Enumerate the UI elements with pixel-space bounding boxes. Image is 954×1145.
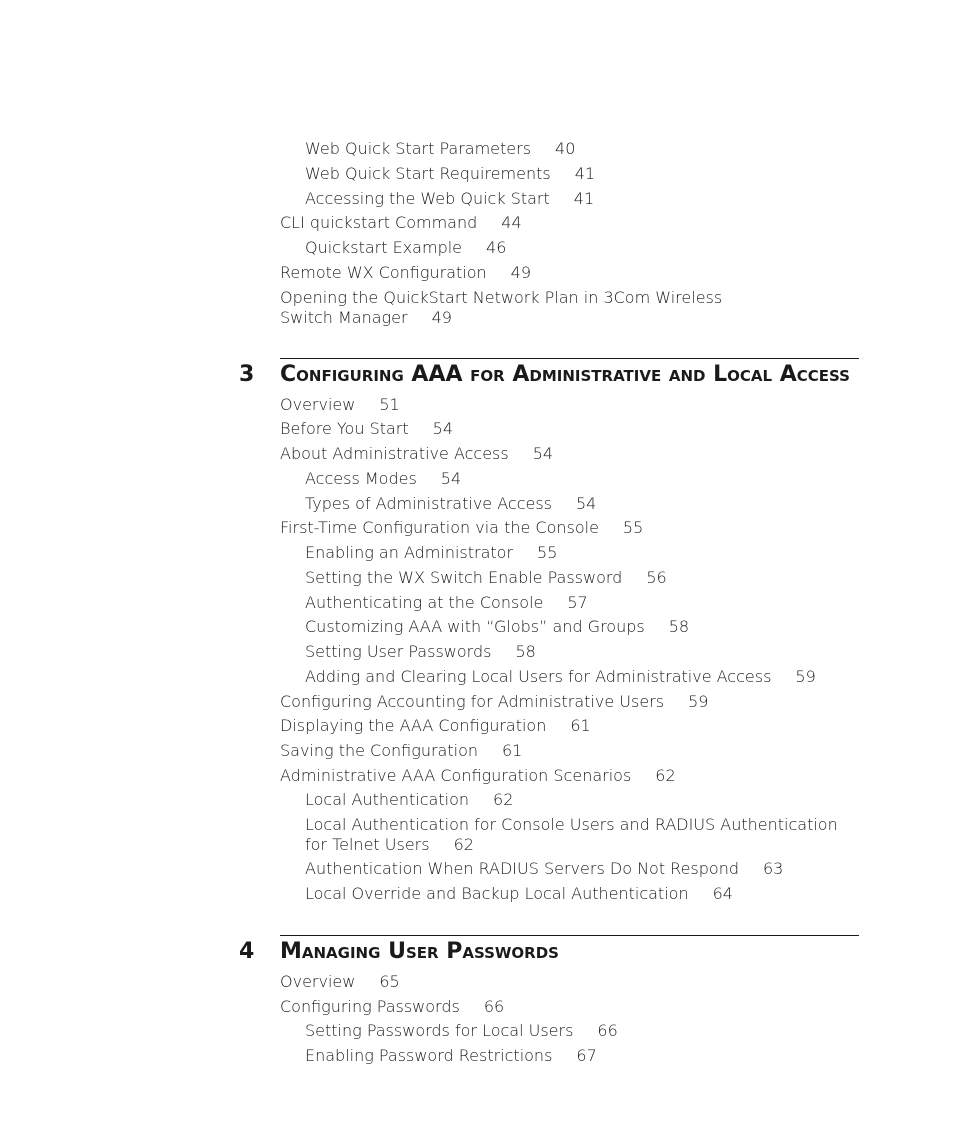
toc-entry[interactable] bbox=[305, 568, 667, 588]
toc-entry-page: 46 bbox=[486, 238, 507, 257]
toc-entry-page: 59 bbox=[795, 667, 816, 686]
toc-entry-page: 40 bbox=[555, 139, 576, 158]
toc-entry-title: About Administrative Access bbox=[280, 444, 509, 463]
toc-entry[interactable] bbox=[305, 1021, 618, 1041]
toc-entry-page: 62 bbox=[493, 790, 514, 809]
toc-entry-page: 67 bbox=[576, 1046, 597, 1065]
toc-entry[interactable] bbox=[280, 213, 522, 233]
toc-entry-title: Local Override and Backup Local Authentication bbox=[305, 884, 689, 903]
toc-entry[interactable] bbox=[280, 288, 780, 328]
toc-entry[interactable] bbox=[305, 543, 557, 563]
toc-entry-title: Quickstart Example bbox=[305, 238, 463, 257]
toc-entry-title: Customizing AAA with “Globs” and Groups bbox=[305, 617, 645, 636]
toc-entry[interactable] bbox=[280, 997, 504, 1017]
toc-entry-page: 41 bbox=[573, 189, 595, 208]
toc-entry-title: Web Quick Start Parameters bbox=[305, 139, 532, 158]
toc-entry-page: 62 bbox=[453, 835, 474, 854]
toc-entry-title: Adding and Clearing Local Users for Administrative Access bbox=[305, 667, 772, 686]
toc-entry-page: 61 bbox=[570, 716, 591, 735]
toc-entry-page: 56 bbox=[646, 568, 667, 587]
toc-entry-title: Accessing the Web Quick Start bbox=[305, 189, 550, 208]
toc-entry-title: Saving the Configuration bbox=[280, 741, 478, 760]
toc-entry[interactable] bbox=[305, 164, 595, 184]
toc-entry-page: 55 bbox=[537, 543, 558, 562]
toc-entry[interactable] bbox=[280, 716, 591, 736]
toc-entry[interactable] bbox=[305, 494, 596, 514]
chapter-title[interactable]: Managing User Passwords bbox=[280, 939, 559, 964]
toc-entry-title: Setting Passwords for Local Users bbox=[305, 1021, 574, 1040]
toc-entry[interactable] bbox=[305, 884, 733, 904]
chapter-divider bbox=[280, 935, 859, 936]
toc-entry[interactable] bbox=[305, 469, 461, 489]
toc-entry-page: 41 bbox=[574, 164, 596, 183]
toc-entry-page: 55 bbox=[622, 518, 644, 537]
toc-entry-title: Local Authentication bbox=[305, 790, 470, 809]
toc-entry-title: Authenticating at the Console bbox=[305, 593, 544, 612]
toc-entry-title: Administrative AAA Configuration Scenarios bbox=[280, 766, 632, 785]
toc-entry-title: CLI quickstart Command bbox=[280, 213, 478, 232]
chapter-number: 3 bbox=[239, 362, 255, 387]
toc-entry-page: 58 bbox=[668, 617, 690, 636]
toc-entry-page: 44 bbox=[501, 213, 522, 232]
toc-entry-title: Local Authentication for Console Users and RADIUS Authentication for Telnet Users bbox=[305, 815, 838, 854]
toc-entry[interactable] bbox=[280, 518, 643, 538]
toc-entry-page: 59 bbox=[688, 692, 709, 711]
toc-entry-page: 66 bbox=[483, 997, 505, 1016]
toc-entry[interactable] bbox=[280, 972, 400, 992]
toc-entry-title: Web Quick Start Requirements bbox=[305, 164, 551, 183]
toc-entry-title: Overview bbox=[280, 395, 356, 414]
toc-entry-page: 57 bbox=[567, 593, 588, 612]
toc-entry[interactable] bbox=[305, 815, 853, 855]
chapter-title[interactable]: Configuring AAA for Administrative and Local Access bbox=[280, 362, 850, 387]
toc-entry[interactable] bbox=[305, 238, 506, 258]
toc-entry[interactable] bbox=[305, 667, 816, 687]
chapter-number: 4 bbox=[239, 939, 255, 964]
toc-entry-title: Setting User Passwords bbox=[305, 642, 492, 661]
toc-entry-page: 63 bbox=[763, 859, 784, 878]
toc-entry[interactable] bbox=[280, 766, 676, 786]
toc-entry[interactable] bbox=[280, 419, 453, 439]
toc-entry[interactable] bbox=[305, 139, 575, 159]
toc-entry[interactable] bbox=[280, 444, 553, 464]
toc-entry-page: 49 bbox=[431, 308, 452, 327]
toc-entry-page: 65 bbox=[379, 972, 400, 991]
toc-entry[interactable] bbox=[280, 692, 708, 712]
toc-entry[interactable] bbox=[280, 263, 531, 283]
toc-entry-title: Before You Start bbox=[280, 419, 409, 438]
toc-entry[interactable] bbox=[305, 617, 689, 637]
toc-entry-page: 62 bbox=[655, 766, 676, 785]
toc-entry-title: Opening the QuickStart Network Plan in 3Com Wireless Switch Manager bbox=[280, 288, 723, 327]
toc-entry-title: Authentication When RADIUS Servers Do Not Respond bbox=[305, 859, 739, 878]
toc-entry-title: Enabling Password Restrictions bbox=[305, 1046, 553, 1065]
toc-entry[interactable] bbox=[280, 395, 400, 415]
toc-entry-title: Enabling an Administrator bbox=[305, 543, 514, 562]
toc-entry-title: Displaying the AAA Configuration bbox=[280, 716, 547, 735]
toc-entry[interactable] bbox=[305, 1046, 597, 1066]
toc-entry-title: Access Modes bbox=[305, 469, 417, 488]
toc-entry-page: 61 bbox=[502, 741, 523, 760]
toc-entry-page: 54 bbox=[576, 494, 597, 513]
toc-entry-page: 66 bbox=[597, 1021, 618, 1040]
toc-entry-title: Remote WX Configuration bbox=[280, 263, 487, 282]
toc-entry-page: 51 bbox=[379, 395, 400, 414]
toc-entry-page: 64 bbox=[712, 884, 733, 903]
toc-entry[interactable] bbox=[280, 741, 522, 761]
toc-entry-title: Types of Administrative Access bbox=[305, 494, 552, 513]
toc-entry-title: First-Time Configuration via the Console bbox=[280, 518, 599, 537]
toc-entry[interactable] bbox=[305, 642, 536, 662]
toc-entry-page: 54 bbox=[432, 419, 454, 438]
toc-entry[interactable] bbox=[305, 593, 588, 613]
toc-entry-title: Configuring Passwords bbox=[280, 997, 460, 1016]
toc-entry[interactable] bbox=[305, 790, 513, 810]
toc-entry-page: 54 bbox=[532, 444, 554, 463]
toc-entry-page: 54 bbox=[440, 469, 462, 488]
toc-entry-page: 49 bbox=[510, 263, 531, 282]
toc-entry-title: Setting the WX Switch Enable Password bbox=[305, 568, 623, 587]
toc-entry[interactable] bbox=[305, 189, 594, 209]
toc-entry-page: 58 bbox=[515, 642, 536, 661]
chapter-divider bbox=[280, 358, 859, 359]
toc-entry-title: Overview bbox=[280, 972, 356, 991]
toc-entry-title: Configuring Accounting for Administrative Users bbox=[280, 692, 665, 711]
toc-entry[interactable] bbox=[305, 859, 783, 879]
